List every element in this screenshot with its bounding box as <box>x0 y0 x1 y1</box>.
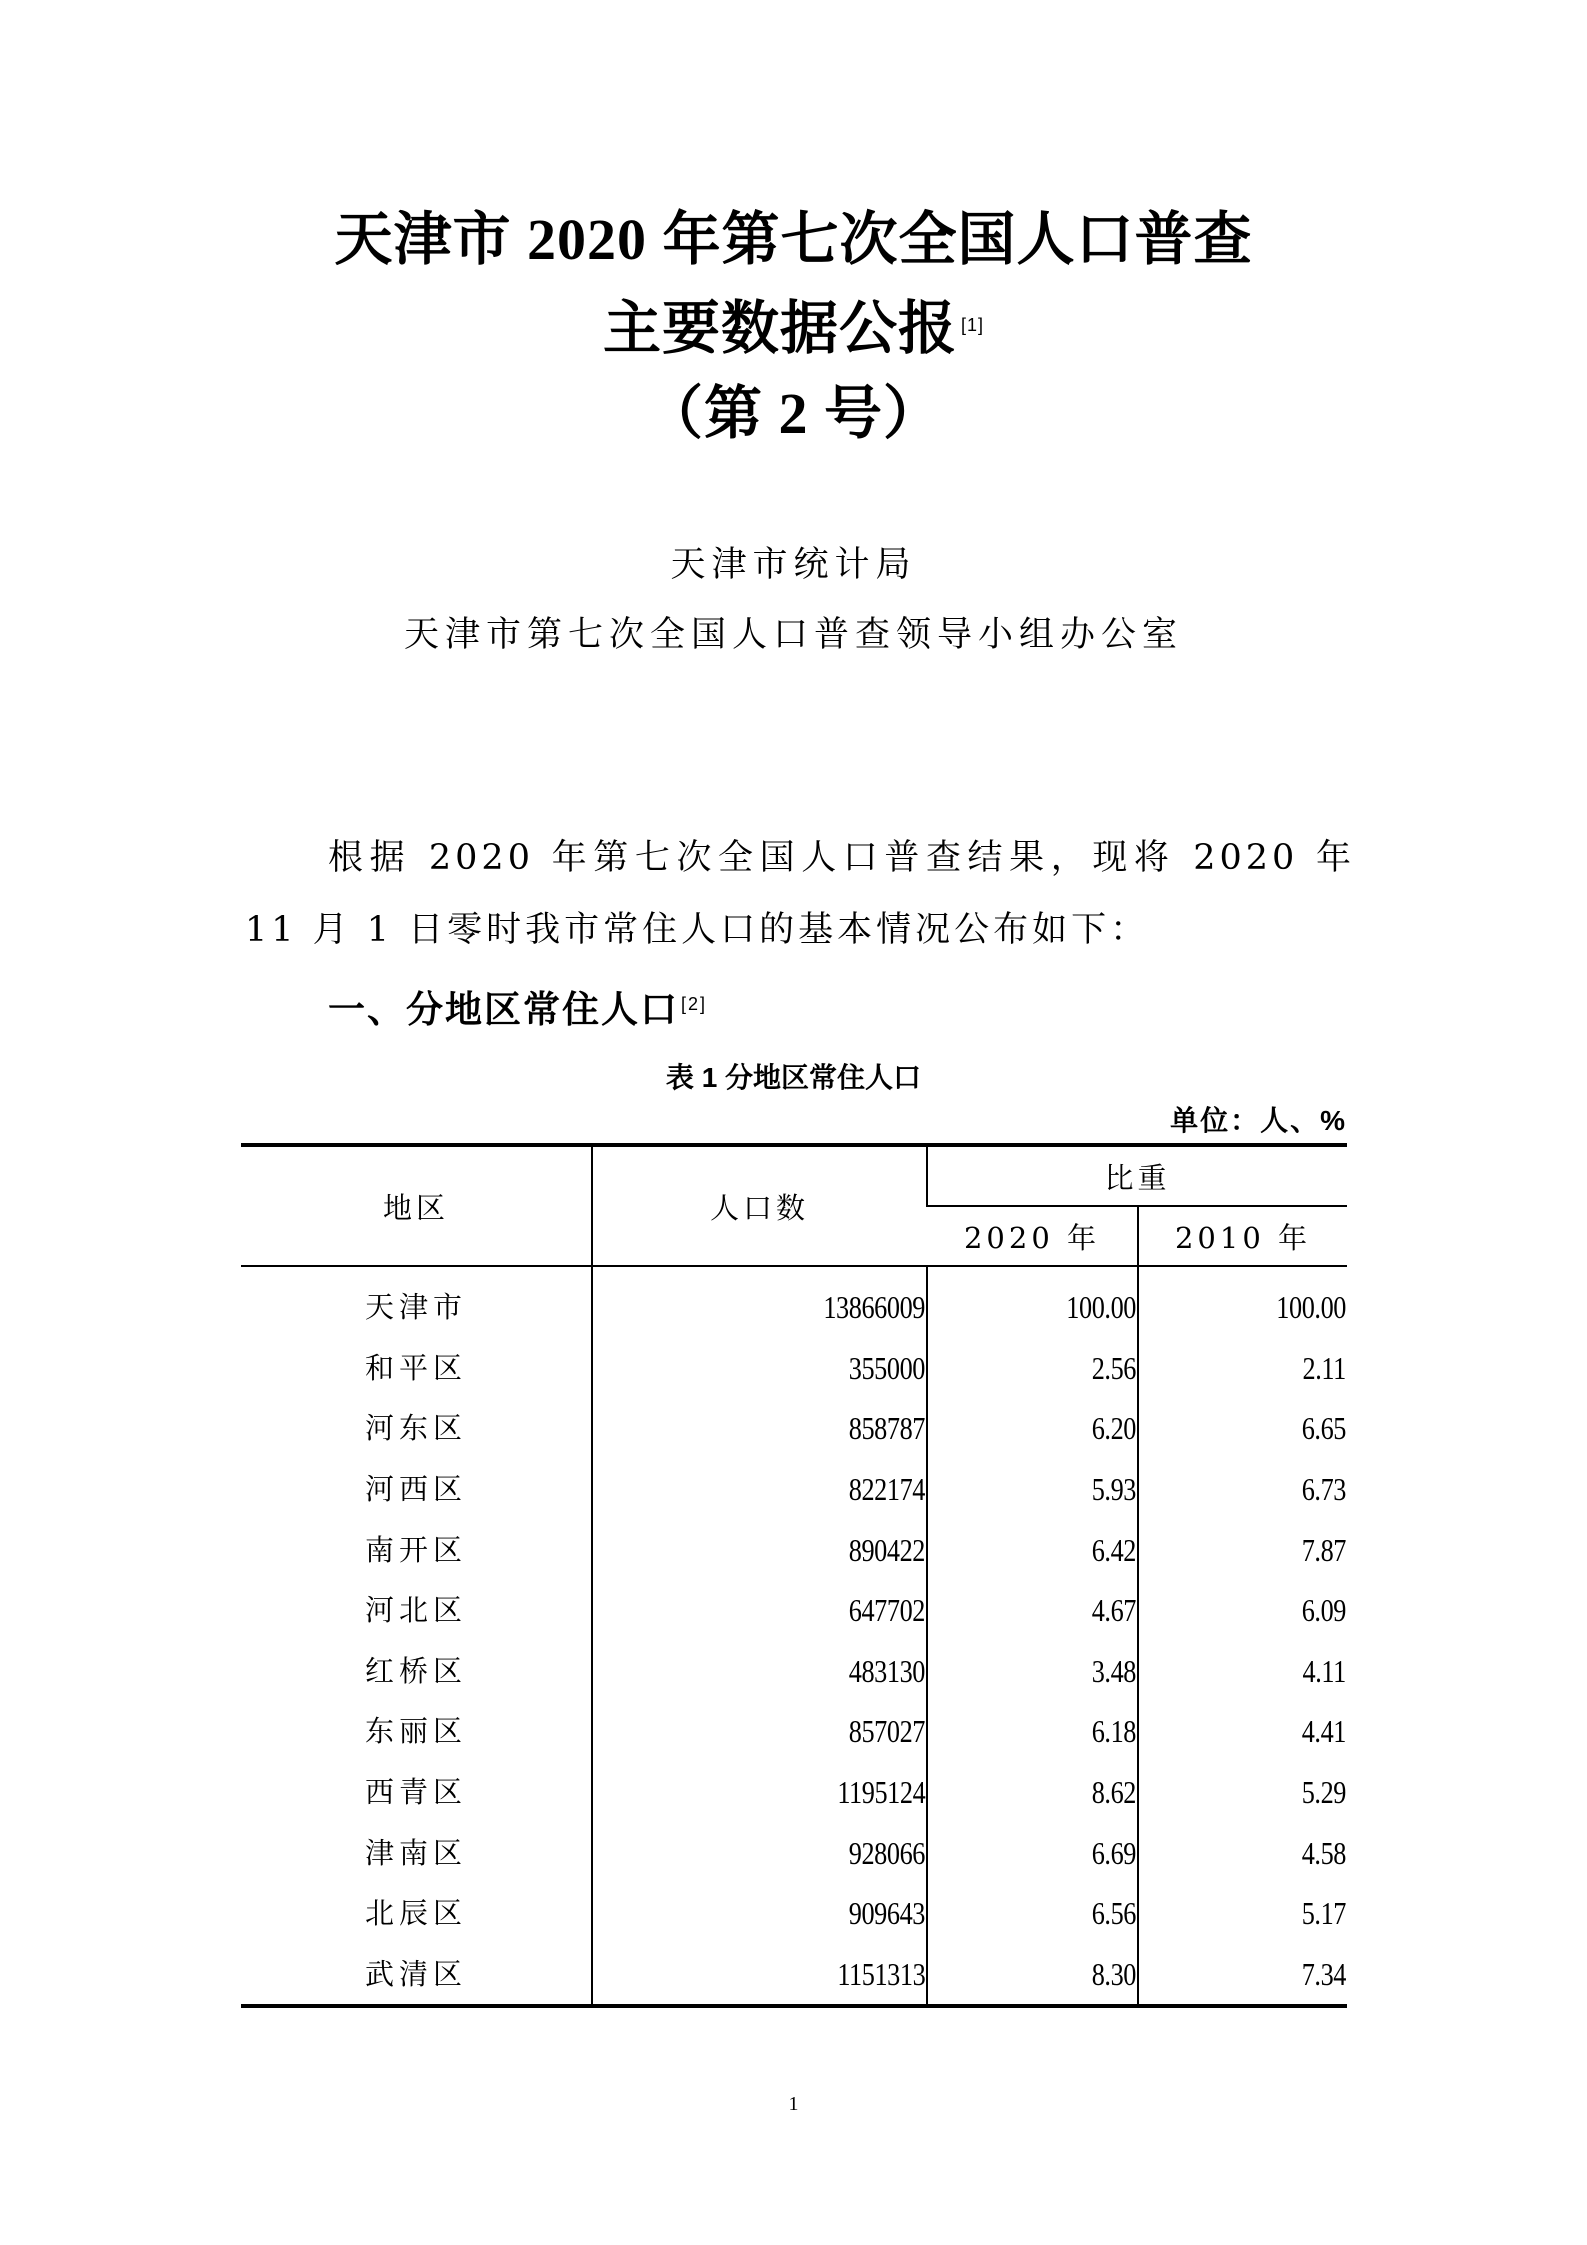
table-row <box>241 1701 1347 1762</box>
table-row <box>241 1398 1347 1459</box>
table-row <box>241 1266 1347 1338</box>
header-region: 地区 <box>241 1145 592 1266</box>
footnote-ref-1[interactable]: [1] <box>961 315 985 335</box>
cell-share-2020-value: 6.18 <box>1091 1713 1136 1750</box>
authority-census-office: 天津市第七次全国人口普查领导小组办公室 <box>403 615 1183 655</box>
cell-population <box>592 1580 927 1641</box>
cell-population-value: 928066 <box>848 1834 925 1871</box>
cell-population-value: 890422 <box>848 1531 925 1568</box>
cell-share-2010 <box>1138 1944 1347 2007</box>
cell-share-2010-value: 2.11 <box>1302 1349 1347 1386</box>
table-row <box>241 1459 1347 1520</box>
cell-population-value: 909643 <box>848 1895 925 1932</box>
cell-share-2010-value: 5.29 <box>1301 1774 1347 1811</box>
cell-region: 红桥区 <box>364 1653 467 1688</box>
table-row <box>241 1883 1347 1944</box>
cell-share-2010 <box>1138 1701 1347 1762</box>
cell-share-2020-value: 5.93 <box>1091 1471 1136 1508</box>
cell-share-2020-value: 3.48 <box>1091 1652 1136 1689</box>
cell-region: 武清区 <box>241 1944 592 2007</box>
cell-population <box>592 1883 927 1944</box>
title-line-2 <box>0 297 1587 361</box>
table-row <box>241 1822 1347 1883</box>
cell-population-value: 647702 <box>848 1592 925 1629</box>
cell-share-2020 <box>927 1762 1138 1823</box>
cell-share-2020-value: 2.56 <box>1091 1349 1136 1386</box>
cell-population-value: 355000 <box>848 1349 925 1386</box>
cell-share-2020 <box>927 1701 1138 1762</box>
cell-region: 河东区 <box>364 1411 467 1446</box>
header-year-2010: 2010 年 <box>1138 1206 1347 1266</box>
table-body <box>241 1266 1347 2006</box>
cell-population <box>592 1519 927 1580</box>
page-number: 1 <box>788 2093 799 2115</box>
cell-share-2020-value: 6.20 <box>1091 1410 1136 1447</box>
cell-population-value: 483130 <box>848 1652 925 1689</box>
cell-population-value: 13866009 <box>823 1289 925 1326</box>
cell-population <box>592 1701 927 1762</box>
table-row <box>241 1338 1347 1399</box>
cell-share-2010-value: 6.65 <box>1301 1410 1347 1447</box>
table-unit-label: 单位：人、% <box>1170 1105 1347 1136</box>
table-row <box>241 1580 1347 1641</box>
cell-share-2010 <box>1138 1519 1347 1580</box>
cell-share-2020 <box>927 1459 1138 1520</box>
cell-share-2010-value: 4.11 <box>1302 1652 1347 1689</box>
cell-share-2010 <box>1138 1266 1347 1338</box>
cell-share-2020-value: 8.30 <box>1091 1955 1136 1992</box>
cell-region: 天津市 <box>364 1290 467 1325</box>
title-line-1: 天津市 2020 年第七次全国人口普查 <box>334 207 1253 272</box>
cell-population-value: 1195124 <box>837 1774 925 1811</box>
cell-population-value: 858787 <box>848 1410 925 1447</box>
cell-share-2020 <box>927 1883 1138 1944</box>
cell-region: 西青区 <box>364 1775 467 1810</box>
intro-paragraph: 根据 2020 年第七次全国人口普查结果，现将 2020 年 11 月 1 日零时我市常住人口的基本情况公布如下： <box>245 838 1355 950</box>
cell-share-2010-value: 4.41 <box>1301 1713 1347 1750</box>
title-line-2-text: 主要数据公报 <box>602 296 957 361</box>
cell-share-2020 <box>927 1519 1138 1580</box>
header-population: 人口数 <box>592 1145 927 1266</box>
cell-share-2010-value: 100.00 <box>1276 1289 1347 1326</box>
cell-share-2020 <box>927 1398 1138 1459</box>
cell-population-value: 1151313 <box>837 1955 925 1992</box>
cell-population-value: 857027 <box>848 1713 925 1750</box>
cell-share-2020 <box>927 1944 1138 2007</box>
table-row <box>241 1641 1347 1702</box>
population-by-region-table <box>241 1143 1347 2008</box>
cell-population <box>592 1266 927 1338</box>
cell-share-2010-value: 7.87 <box>1301 1531 1347 1568</box>
cell-share-2020 <box>927 1641 1138 1702</box>
section-heading <box>328 986 707 1034</box>
table-row <box>241 1519 1347 1580</box>
cell-population <box>592 1822 927 1883</box>
cell-share-2010-value: 6.73 <box>1301 1471 1347 1508</box>
cell-population <box>592 1944 927 2007</box>
cell-share-2010 <box>1138 1580 1347 1641</box>
cell-share-2010-value: 6.09 <box>1301 1592 1347 1629</box>
cell-share-2020-value: 8.62 <box>1091 1774 1136 1811</box>
cell-region: 南开区 <box>364 1532 467 1567</box>
cell-share-2010 <box>1138 1338 1347 1399</box>
cell-region: 北辰区 <box>364 1896 467 1931</box>
table-row <box>241 1944 1347 2007</box>
cell-population <box>592 1338 927 1399</box>
cell-share-2010 <box>1138 1822 1347 1883</box>
cell-share-2010-value: 4.58 <box>1301 1834 1347 1871</box>
cell-population <box>592 1459 927 1520</box>
cell-share-2010 <box>1138 1398 1347 1459</box>
cell-population <box>592 1762 927 1823</box>
cell-share-2010 <box>1138 1641 1347 1702</box>
footnote-ref-2[interactable]: [2] <box>681 994 708 1014</box>
cell-share-2020-value: 4.67 <box>1091 1592 1136 1629</box>
authority-statistics-bureau: 天津市统计局 <box>670 545 917 585</box>
cell-region: 河西区 <box>364 1472 467 1507</box>
cell-share-2020 <box>927 1338 1138 1399</box>
cell-share-2020-value: 100.00 <box>1066 1289 1136 1326</box>
section-heading-text: 一、分地区常住人口 <box>328 989 679 1030</box>
cell-share-2020 <box>927 1822 1138 1883</box>
title-line-3-issue-number: （第 2 号） <box>644 381 942 446</box>
cell-region: 津南区 <box>364 1835 467 1870</box>
cell-share-2020-value: 6.56 <box>1091 1895 1136 1932</box>
cell-region: 和平区 <box>364 1350 467 1385</box>
header-proportion: 比重 <box>927 1145 1347 1206</box>
table-caption: 表 1 分地区常住人口 <box>665 1062 922 1093</box>
table-row <box>241 1762 1347 1823</box>
cell-region: 东丽区 <box>364 1714 467 1749</box>
cell-share-2010 <box>1138 1459 1347 1520</box>
cell-share-2010-value: 5.17 <box>1301 1895 1347 1932</box>
cell-population <box>592 1641 927 1702</box>
header-year-2020: 2020 年 <box>927 1206 1138 1266</box>
cell-share-2010 <box>1138 1762 1347 1823</box>
cell-region: 河北区 <box>364 1593 467 1628</box>
cell-share-2020 <box>927 1580 1138 1641</box>
cell-share-2020 <box>927 1266 1138 1338</box>
cell-share-2010 <box>1138 1883 1347 1944</box>
cell-share-2010-value: 7.34 <box>1301 1955 1347 1992</box>
cell-share-2020-value: 6.42 <box>1091 1531 1136 1568</box>
cell-population-value: 822174 <box>848 1471 925 1508</box>
cell-share-2020-value: 6.69 <box>1091 1834 1136 1871</box>
cell-population <box>592 1398 927 1459</box>
